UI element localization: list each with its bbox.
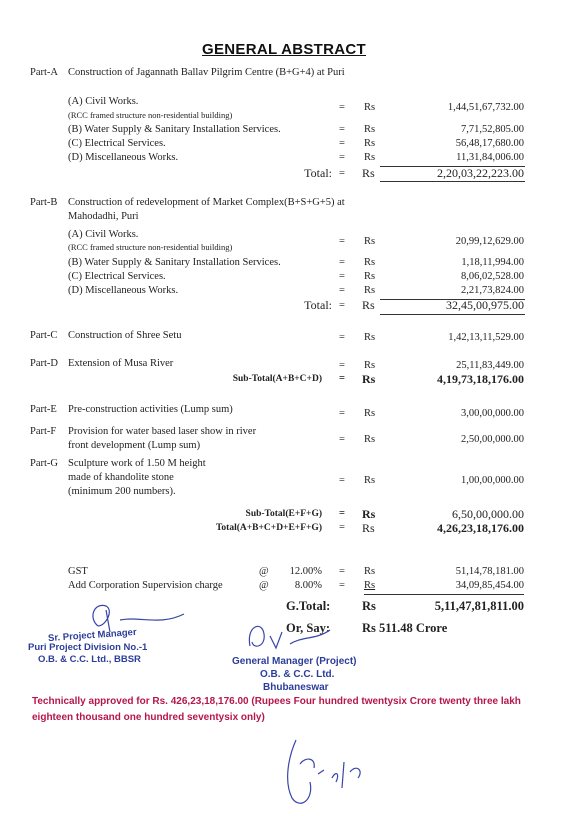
equals-sign: = [339,285,345,296]
currency-rs: Rs [362,521,375,535]
part-f-label: Part-F [30,426,57,437]
gst-amount: 51,14,78,181.00 [455,566,524,577]
part-c-desc: Construction of Shree Setu [68,330,182,341]
divider [364,594,524,595]
equals-sign: = [339,138,345,149]
part-a-item-name: (B) Water Supply & Sanitary Installation Services. [68,124,281,135]
at-sign: @ [259,580,269,591]
subtotal-abcd-amount: 4,19,73,18,176.00 [437,372,524,386]
total-all-label: Total(A+B+C+D+E+F+G) [215,523,322,533]
part-f-desc: front development (Lump sum) [68,440,201,451]
gst-pct: 12.00% [289,566,322,577]
part-g-desc: (minimum 200 numbers). [68,486,176,497]
part-b-item-amount: 20,99,12,629.00 [455,236,524,247]
currency-rs: Rs [364,271,376,282]
equals-sign: = [339,360,345,371]
or-say-value: Rs 511.48 Crore [362,621,448,635]
currency-rs: Rs [364,285,376,296]
currency-rs: Rs [364,236,376,247]
equals-sign: = [339,434,345,445]
equals-sign: = [339,271,345,282]
part-f-desc: Provision for water based laser show in river [68,426,257,437]
divider [380,181,525,182]
part-b-item-name: (A) Civil Works. [68,229,139,240]
part-a-item-amount: 56,48,17,680.00 [455,138,524,149]
equals-sign: = [339,475,345,486]
currency-rs: Rs [364,257,376,268]
part-b-total: 32,45,00,975.00 [446,298,524,312]
equals-sign: = [339,508,345,519]
part-b-label: Part-B [30,197,58,208]
currency-rs: Rs [364,332,376,343]
part-c-amount: 1,42,13,11,529.00 [448,332,524,343]
equals-sign: = [339,168,345,179]
part-d-desc: Extension of Musa River [68,358,174,369]
equals-sign: = [339,408,345,419]
part-b-item-amount: 2,21,73,824.00 [461,285,524,296]
currency-rs: Rs [364,102,376,113]
part-b-item-sub: (RCC framed structure non-residential building) [68,242,233,252]
currency-rs: Rs [362,599,376,613]
equals-sign: = [339,236,345,247]
subtotal-efg-amount: 6,50,00,000.00 [452,507,524,521]
currency-rs: Rs [362,298,375,312]
part-b-item-amount: 8,06,02,528.00 [461,271,524,282]
part-d-label: Part-D [30,358,58,369]
part-a-item-amount: 1,44,51,67,732.00 [447,102,524,113]
part-g-label: Part-G [30,458,58,469]
part-g-amount: 1,00,00,000.00 [461,475,524,486]
equals-sign: = [339,300,345,311]
part-b-item-name: (C) Electrical Services. [68,271,166,282]
currency-rs: Rs [362,372,376,386]
part-b-desc: Construction of redevelopment of Market Complex(B+S+G+5) at [68,197,345,208]
at-sign: @ [259,566,269,577]
currency-rs: Rs [364,434,376,445]
equals-sign: = [339,373,345,384]
part-g-desc: Sculpture work of 1.50 M height [68,458,206,469]
currency-rs: Rs [364,138,376,149]
stamp-right-line2: O.B. & C.C. Ltd. [260,669,335,680]
supervision-label: Add Corporation Supervision charge [68,580,223,591]
part-a-item-name: (D) Miscellaneous Works. [68,152,179,163]
total-all-amount: 4,26,23,18,176.00 [437,521,524,535]
part-a-total: 2,20,03,22,223.00 [437,166,524,180]
part-b-desc: Mahodadhi, Puri [68,211,139,222]
currency-rs: Rs [364,475,376,486]
approval-line1: Technically approved for Rs. 426,23,18,176.00 (Rupees Four hundred twentysix Crore twenty three lakh [32,696,521,707]
part-a-desc: Construction of Jagannath Ballav Pilgrim Centre (B+G+4) at Puri [68,67,345,78]
part-e-label: Part-E [30,404,57,415]
currency-rs: Rs [364,408,376,419]
part-a-item-name: (C) Electrical Services. [68,138,166,149]
subtotal-efg-label: Sub-Total(E+F+G) [245,509,322,519]
part-f-amount: 2,50,00,000.00 [461,434,524,445]
part-a-item-amount: 11,31,84,006.00 [456,152,524,163]
supervision-amount: 34,09,85,454.00 [455,580,524,591]
equals-sign: = [339,566,345,577]
gtotal-amount: 5,11,47,81,811.00 [434,599,524,613]
equals-sign: = [339,152,345,163]
part-a-item-sub: (RCC framed structure non-residential building) [68,110,233,120]
part-c-label: Part-C [30,330,58,341]
currency-rs: Rs [364,580,376,591]
signature-bottom [270,734,380,812]
approval-line2: eighteen thousand one hundred seventysix only) [32,712,265,723]
part-g-desc: made of khandolite stone [68,472,174,483]
gtotal-label: G.Total: [286,599,331,613]
total-label: Total: [304,298,332,312]
equals-sign: = [339,124,345,135]
part-b-item-amount: 1,18,11,994.00 [461,257,524,268]
currency-rs: Rs [362,507,376,521]
divider [380,314,525,315]
total-label: Total: [304,166,332,180]
or-say-label: Or, Say: [286,621,330,635]
stamp-left-line2: Puri Project Division No.-1 [28,642,148,653]
stamp-left-line1: Sr. Project Manager [47,626,137,645]
currency-rs: Rs [364,152,376,163]
page-title: GENERAL ABSTRACT [202,41,366,58]
gst-label: GST [68,566,88,577]
stamp-right-line1: General Manager (Project) [232,656,357,667]
part-d-amount: 25,11,83,449.00 [456,360,524,371]
currency-rs: Rs [364,360,376,371]
equals-sign: = [339,332,345,343]
currency-rs: Rs [364,124,376,135]
part-e-desc: Pre-construction activities (Lump sum) [68,404,233,415]
equals-sign: = [339,257,345,268]
signature-right [240,616,360,656]
equals-sign: = [339,522,345,533]
supervision-pct: 8.00% [294,580,322,591]
part-b-item-name: (B) Water Supply & Sanitary Installation Services. [68,257,281,268]
part-a-item-name: (A) Civil Works. [68,96,139,107]
subtotal-abcd-label: Sub-Total(A+B+C+D) [232,374,322,384]
currency-rs: Rs [364,566,376,577]
part-a-label: Part-A [30,67,58,78]
stamp-left-line3: O.B. & C.C. Ltd., BBSR [38,654,141,665]
currency-rs: Rs [362,166,375,180]
equals-sign: = [339,102,345,113]
stamp-right-line3: Bhubaneswar [263,682,329,693]
equals-sign: = [339,580,345,591]
part-b-item-name: (D) Miscellaneous Works. [68,285,179,296]
part-e-amount: 3,00,00,000.00 [461,408,524,419]
part-a-item-amount: 7,71,52,805.00 [461,124,524,135]
